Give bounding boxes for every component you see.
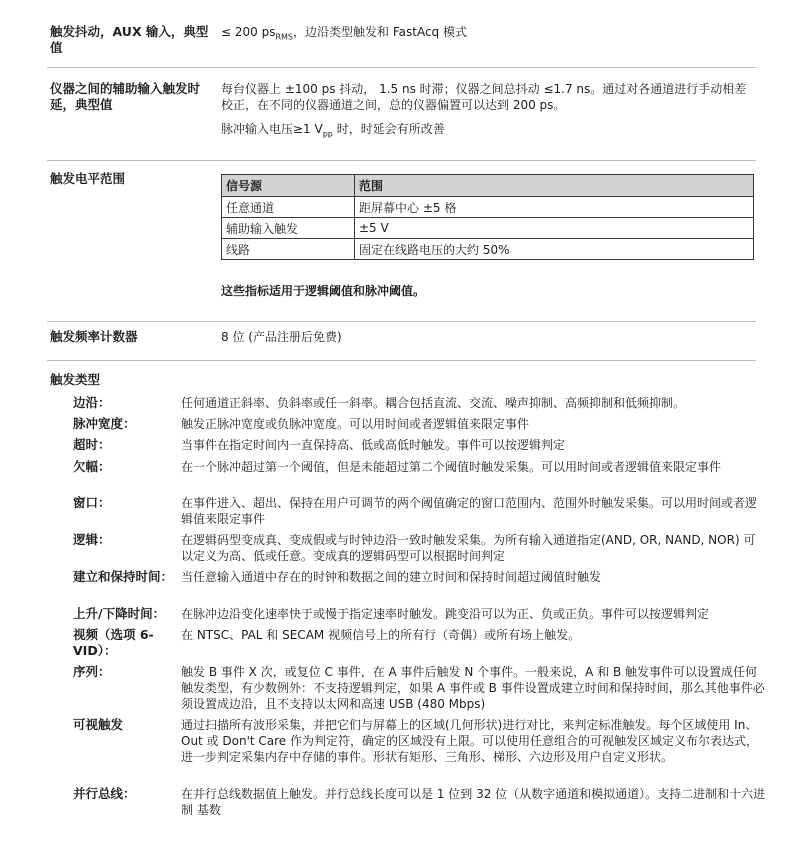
aux-delay-note-prefix: 脉冲输入电压≥1 V (221, 122, 323, 136)
trigger-type-desc: 触发 B 事件 X 次，或复位 C 事件，在 A 事件后触发 N 个事件。一般来说，A 和 B 触发事件可以设置成任何触发类型，有少数例外：不支持逻辑判定，如果 A 事件或 B 事件设置成建立时间和保持时间，那么其他事件必须设置成边沿，且不支持以太网和高速 USB (480 Mbps) (181, 665, 765, 711)
divider (47, 67, 756, 68)
trigger-type-desc: 在 NTSC、PAL 和 SECAM 视频信号上的所有行（奇偶）或所有场上触发。 (181, 628, 581, 642)
trigger-type-name: 并行总线： (73, 786, 136, 801)
table-row (222, 218, 754, 239)
trigger-type-name: 欠幅： (73, 459, 111, 474)
table-header-row (222, 175, 754, 197)
trigger-type-desc: 在并行总线数据值上触发。并行总线长度可以是 1 位到 32 位（从数字通道和模拟通道）。支持二进制和十六进制 基数 (181, 787, 766, 817)
divider (47, 321, 756, 322)
levels-label: 触发电平范围 (50, 171, 126, 186)
trigger-type-name: 序列： (73, 664, 111, 679)
table-header-cell: 范围 (355, 175, 754, 197)
counter-label: 触发频率计数器 (50, 329, 138, 344)
table-row (222, 239, 754, 260)
trigger-type-desc: 在事件进入、超出、保持在用户可调节的两个阈值确定的窗口范围内、范围外时触发采集。可以用时间或者逻辑值来限定事件 (181, 496, 758, 526)
trigger-type-desc: 当事件在指定时间内一直保持高、低或高低时触发。事件可以按逻辑判定 (181, 438, 566, 452)
aux-delay-note-suffix: 时，时延会有所改善 (332, 122, 445, 136)
trigger-type-name: 边沿： (73, 395, 111, 410)
table-header-cell: 信号源 (222, 175, 355, 197)
trigger-type-name: 建立和保持时间： (73, 569, 174, 584)
trigger-type-desc: 在逻辑码型变成真、变成假或与时钟边沿一致时触发采集。为所有输入通道指定(AND, OR, NAND, NOR) 可以定义为高、低或任意。变成真的逻辑码型可以根据时间判定 (181, 533, 756, 563)
jitter-value-suffix: ，边沿类型触发和 FastAcq 模式 (293, 25, 467, 39)
trigger-type-desc: 当任意输入通道中存在的时钟和数据之间的建立时间和保持时间超过阈值时触发 (181, 570, 602, 584)
trigger-type-name: 可视触发 (73, 717, 124, 732)
table-row (222, 197, 754, 218)
trigger-type-desc: 触发正脉冲宽度或负脉冲宽度。可以用时间或者逻辑值来限定事件 (181, 417, 530, 431)
levels-table (221, 174, 754, 260)
trigger-type-desc: 通过扫描所有波形采集，并把它们与屏幕上的区域(几何形状)进行对比，来判定标准触发。每个区域使用 In、Out 或 Don't Care 作为判定符，确定的区域没有上限。可以使用任意组合的可视触发区域定义布尔表达式，进一步判定采集内存中存储的事件。形状有矩形、三角形、梯形、六边形及用户自定义形状。 (181, 718, 758, 764)
aux-delay-text: 每台仪器上 ±100 ps 抖动， 1.5 ns 时滞；仪器之间总抖动 ≤1.7 ns。通过对各通道进行手动相差校正，在不同的仪器通道之间，总的仪器偏置可以达到 200 ps。 (221, 82, 747, 112)
trigger-type-name: 视频（选项 6-VID）： (73, 627, 154, 658)
counter-value: 8 位 (产品注册后免费) (221, 330, 342, 344)
trigger-type-name: 脉冲宽度： (73, 416, 136, 431)
trigger-type-desc: 在一个脉冲超过第一个阈值，但是未能超过第二个阈值时触发采集。可以用时间或者逻辑值来限定事件 (181, 460, 722, 474)
trigger-type-name: 超时： (73, 437, 111, 452)
divider (47, 160, 756, 161)
jitter-label: 触发抖动，AUX 输入，典型值 (50, 24, 209, 55)
table-cell: 固定在线路电压的大约 50% (355, 239, 754, 260)
trigger-type-name: 逻辑： (73, 532, 111, 547)
jitter-value (221, 24, 761, 40)
trigger-type-desc: 任何通道正斜率、负斜率或任一斜率。耦合包括直流、交流、噪声抑制、高频抑制和低频抑制。 (181, 396, 686, 410)
table-cell: 距屏幕中心 ±5 格 (355, 197, 754, 218)
table-cell: 线路 (222, 239, 355, 260)
table-cell: 辅助输入触发 (222, 218, 355, 239)
aux-delay-label: 仪器之间的辅助输入触发时延，典型值 (50, 81, 201, 112)
types-label: 触发类型 (50, 372, 101, 387)
aux-delay-note (221, 121, 756, 137)
jitter-value-sub: RMS (275, 32, 294, 42)
table-cell: 任意通道 (222, 197, 355, 218)
divider (47, 360, 756, 361)
jitter-value-prefix: ≤ 200 ps (221, 25, 276, 39)
levels-note: 这些指标适用于逻辑阈值和脉冲阈值。 (221, 284, 426, 298)
trigger-type-desc: 在脉冲边沿变化速率快于或慢于指定速率时触发。跳变沿可以为正、负或正负。事件可以按逻辑判定 (181, 607, 710, 621)
trigger-type-name: 上升/下降时间： (73, 606, 166, 621)
table-cell: ±5 V (355, 218, 754, 239)
aux-delay-note-sub: pp (322, 129, 333, 139)
trigger-type-name: 窗口： (73, 495, 111, 510)
